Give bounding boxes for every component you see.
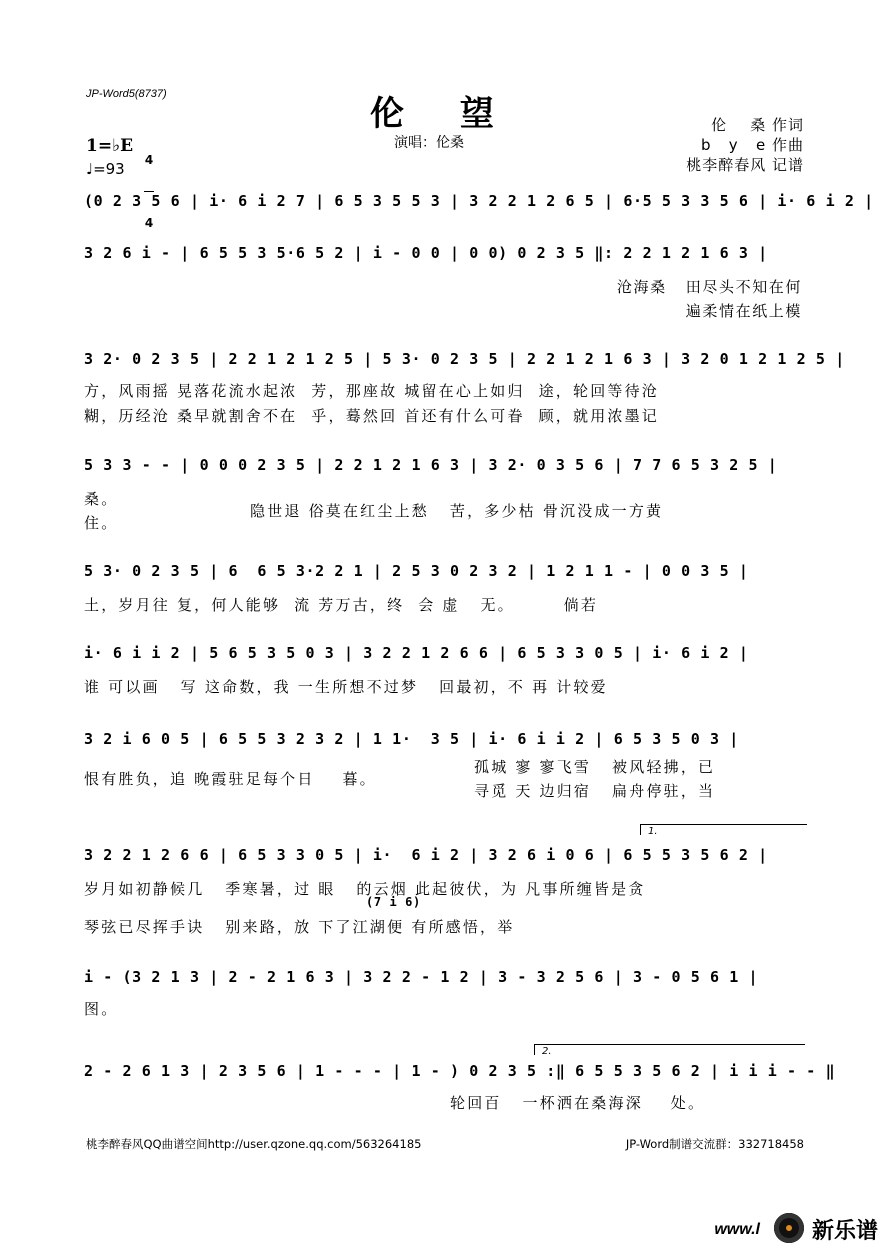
lyric-verse-1: 岁月如初静候几 季寒暑，过 眼 的云烟 此起彼伏，为 凡事所缠皆是贪 — [84, 880, 646, 898]
lyric-verse-1: 孤城 寥 寥飞雪 被风轻拂，已 — [474, 758, 716, 776]
singer-credit: 演唱：伦桑 — [394, 135, 464, 151]
composer-credit: b y e 作曲 — [700, 136, 804, 154]
lyric-verse-1: 桑。 — [84, 490, 119, 508]
notation-system-3: 3 2· 0 2 3 5 | 2 2 1 2 1 2 5 | 5 3· 0 2 3 5 | 2 2 1 2 1 6 3 | 3 2 0 1 2 1 2 5 | — [84, 350, 845, 368]
lyric-chorus: 恨有胜负，追 晚霞驻足每个日 暮。 — [84, 770, 377, 788]
lyric-verse-1: 方，风雨摇 晃落花流水起浓 芳，那座故 城留在心上如归 途，轮回等待沧 — [84, 382, 660, 400]
second-ending-label: 2. — [542, 1046, 552, 1057]
notation-system-2: 3 2 6 i - | 6 5 5 3 5·6 5 2 | i - 0 0 | 0 0) 0 2 3 5 ‖: 2 2 1 2 1 6 3 | — [84, 244, 768, 262]
lyric-verse-2: 琴弦已尽挥手诀 别来路，放 下了江湖便 有所感悟，举 — [84, 918, 515, 936]
lyric-verse-2: 遍柔情在纸上模 — [685, 302, 802, 320]
notation-system-6: i· 6 i i 2 | 5 6 5 3 5 0 3 | 3 2 2 1 2 6 6 | 6 5 3 3 0 5 | i· 6 i 2 | — [84, 644, 749, 662]
time-signature — [144, 130, 154, 241]
tempo-marking: ♩=93 — [86, 160, 125, 178]
song-title: 伦 望 — [370, 94, 516, 134]
lyric-verse-2: 寻觅 天 边归宿 扁舟停驻，当 — [474, 782, 716, 800]
notation-system-8: 3 2 2 1 2 6 6 | 6 5 3 3 0 5 | i· 6 i 2 | 3 2 6 i 0 6 | 6 5 5 3 5 6 2 | — [84, 846, 768, 864]
first-ending-bracket — [640, 824, 807, 835]
lyric-final: 轮回百 一杯洒在桑海深 处。 — [450, 1094, 706, 1112]
key-signature: 1=♭E — [86, 136, 134, 156]
lyric-ending: 图。 — [84, 1000, 119, 1018]
lyric-verse-1: 沧海桑 田尽头不知在何 — [616, 278, 802, 296]
notation-system-7: 3 2 i 6 0 5 | 6 5 5 3 2 3 2 | 1 1· 3 5 | i· 6 i i 2 | 6 5 3 5 0 3 | — [84, 730, 739, 748]
lyric-verse-2: 住。 — [84, 514, 119, 532]
second-ending-bracket — [534, 1044, 805, 1055]
lyricist-credit: 伦 桑 作词 — [711, 116, 804, 134]
notation-system-5: 5 3· 0 2 3 5 | 6 6 5 3·2 2 1 | 2 5 3 0 2 3 2 | 1 2 1 1 - | 0 0 3 5 | — [84, 562, 749, 580]
watermark-url: www.l — [714, 1221, 760, 1238]
lyric-chorus: 土，岁月往 复，何人能够 流 芳万古，终 会 虚 无。 倘若 — [84, 596, 599, 614]
time-signature-top: 4 — [144, 153, 154, 167]
footer-qzone-link: 桃李醉春风QQ曲谱空间http://user.qzone.qq.com/563264185 — [86, 1137, 422, 1151]
time-signature-bottom: 4 — [144, 216, 154, 230]
alternate-notes: (7 i 6) — [366, 895, 421, 909]
transcriber-credit: 桃李醉春风 记谱 — [686, 156, 804, 174]
notation-system-10: 2 - 2 6 1 3 | 2 3 5 6 | 1 - - - | 1 - ) 0 2 3 5 :‖ 6 5 5 3 5 6 2 | i i i - - ‖ — [84, 1062, 836, 1080]
lyric-chorus: 谁 可以画 写 这命数，我 一生所想不过梦 回最初，不 再 计较爱 — [84, 678, 608, 696]
watermark-brand: 新乐谱 — [811, 1218, 878, 1243]
vinyl-disc-icon — [774, 1213, 804, 1243]
notation-system-9: i - (3 2 1 3 | 2 - 2 1 6 3 | 3 2 2 - 1 2 | 3 - 3 2 5 6 | 3 - 0 5 6 1 | — [84, 968, 759, 986]
lyric-chorus: 隐世退 俗莫在红尘上愁 苦，多少枯 骨沉没成一方黄 — [250, 502, 664, 520]
software-label: JP-Word5(8737) — [86, 88, 167, 100]
notation-system-1: (0 2 3 5 6 | i· 6 i 2 7 | 6 5 3 5 5 3 | 3 2 2 1 2 6 5 | 6·5 5 3 3 5 6 | i· 6 i 2 | — [84, 192, 874, 210]
first-ending-label: 1. — [648, 826, 658, 837]
lyric-verse-2: 糊，历经沧 桑早就割舍不在 乎，蓦然回 首还有什么可眷 顾，就用浓墨记 — [84, 407, 660, 425]
notation-system-4: 5 3 3 - - | 0 0 0 2 3 5 | 2 2 1 2 1 6 3 | 3 2· 0 3 5 6 | 7 7 6 5 3 2 5 | — [84, 456, 778, 474]
footer-group: JP-Word制谱交流群：332718458 — [625, 1137, 804, 1151]
